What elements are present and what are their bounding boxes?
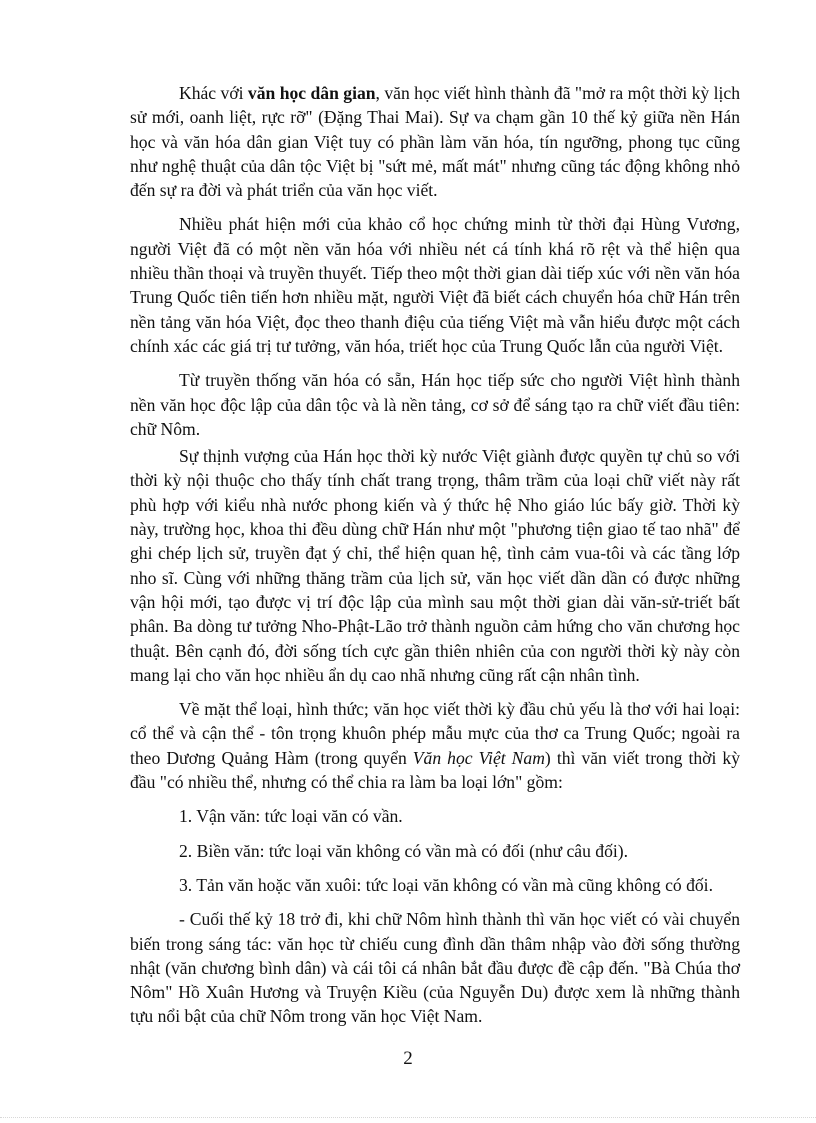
page-number: 2 [403,1048,413,1069]
paragraph-han-studies-prosperity: Sự thịnh vượng của Hán học thời kỳ nước Việt giành được quyền tự chủ so với thời kỳ nội thuộc cho thấy tính chất trang trọng, thâm trầm của loại chữ viết này rất phù hợp với kiểu nhà nước phong kiến và ý thức hệ Nho giáo lúc bấy giờ. Thời kỳ này, trường học, khoa thi đều dùng chữ Hán như một "phương tiện giao tế tao nhã" để ghi chép lịch sử, truyền đạt ý chỉ, thể hiện quan hệ, tình cảm vua-tôi và các tầng lớp nho sĩ. Cùng với những thăng trầm của lịch sử, văn học viết dần dần có được những vận hội mới, tạo được vị trí độc lập của mình sau một thời gian dài văn-sử-triết bất phân. Ba dòng tư tưởng Nho-Phật-Lão trở thành nguồn cảm hứng cho văn chương học thuật. Bên cạnh đó, đời sống tích cực gần thiên nhiên của con người thời kỳ này còn mang lại cho văn học nhiều ẩn dụ cao nhã nhưng cũng rất cận nhân tình. [130,446,740,685]
paragraph-genre-forms: Về mặt thể loại, hình thức; văn học viết thời kỳ đầu chủ yếu là thơ với hai loại: cổ thể và cận thể - tôn trọng khuôn phép mẫu mực của thơ ca Trung Quốc; ngoài ra theo Dương Quảng Hàm (trong quyển Văn học Việt Nam) thì văn viết trong thời kỳ đầu "có nhiều thể, nhưng có thể chia ra làm ba loại lớn" gồm: [130,699,740,793]
italic-book-title: Văn học Việt Nam [412,747,545,768]
list-item-3-free-prose: 3. Tản văn hoặc văn xuôi: tức loại văn không có vần mà cũng không có đối. [179,874,713,895]
page-bottom-divider [0,1117,816,1118]
list-item-2-parallel-prose: 2. Biền văn: tức loại văn không có vần mà có đối (như câu đối). [179,840,629,861]
paragraph-written-literature-intro: Khác với văn học dân gian, văn học viết hình thành đã "mở ra một thời kỳ lịch sử mới, oanh liệt, rực rỡ" (Đặng Thai Mai). Sự va chạm gần 10 thế kỷ giữa nền Hán học và văn hóa dân gian Việt tuy có phần làm văn hóa, tín ngưỡng, phong tục cũng như nghệ thuật của dân tộc Việt bị "sứt mẻ, mất mát" nhưng cũng tác động không nhỏ đến sự ra đời và phát triển của văn học viết. [130,83,741,201]
paragraph-hung-vuong-culture: Nhiều phát hiện mới của khảo cổ học chứng minh từ thời đại Hùng Vương, người Việt đã có một nền văn hóa với nhiều nét cá tính khá rõ rệt và thể hiện qua nhiều thần thoại và truyền thuyết. Tiếp theo một thời gian dài tiếp xúc với nền văn hóa Trung Quốc tiên tiến hơn nhiều mặt, người Việt đã biết cách chuyển hóa chữ Hán trên nền tảng văn hóa Việt, đọc theo thanh điệu của tiếng Việt mà vẫn hiểu được một cách chính xác các giá trị tư tưởng, văn hóa, triết học của Trung Quốc lẫn của người Việt. [130,214,740,356]
paragraph-nom-script-era: - Cuối thế kỷ 18 trở đi, khi chữ Nôm hình thành thì văn học viết có vài chuyển biến trong sáng tác: văn học từ chiếu cung đình dần thâm nhập vào đời sống thường nhật (văn chương bình dân) và cái tôi cá nhân bắt đầu được đề cập đến. "Bà Chúa thơ Nôm" Hồ Xuân Hương và Truyện Kiều (của Nguyễn Du) được xem là những thành tựu nổi bật của chữ Nôm trong văn học Việt Nam. [130,909,740,1027]
paragraph-han-studies-support: Từ truyền thống văn hóa có sẵn, Hán học tiếp sức cho người Việt hình thành nền văn học độc lập của dân tộc và là nền tảng, cơ sở để sáng tạo ra chữ viết đầu tiên: chữ Nôm. [130,370,740,439]
bold-term-folk-literature: văn học dân gian [247,83,376,103]
list-item-1-rhymed-prose: 1. Vận văn: tức loại văn có vần. [179,806,403,827]
page-content [130,81,740,1029]
